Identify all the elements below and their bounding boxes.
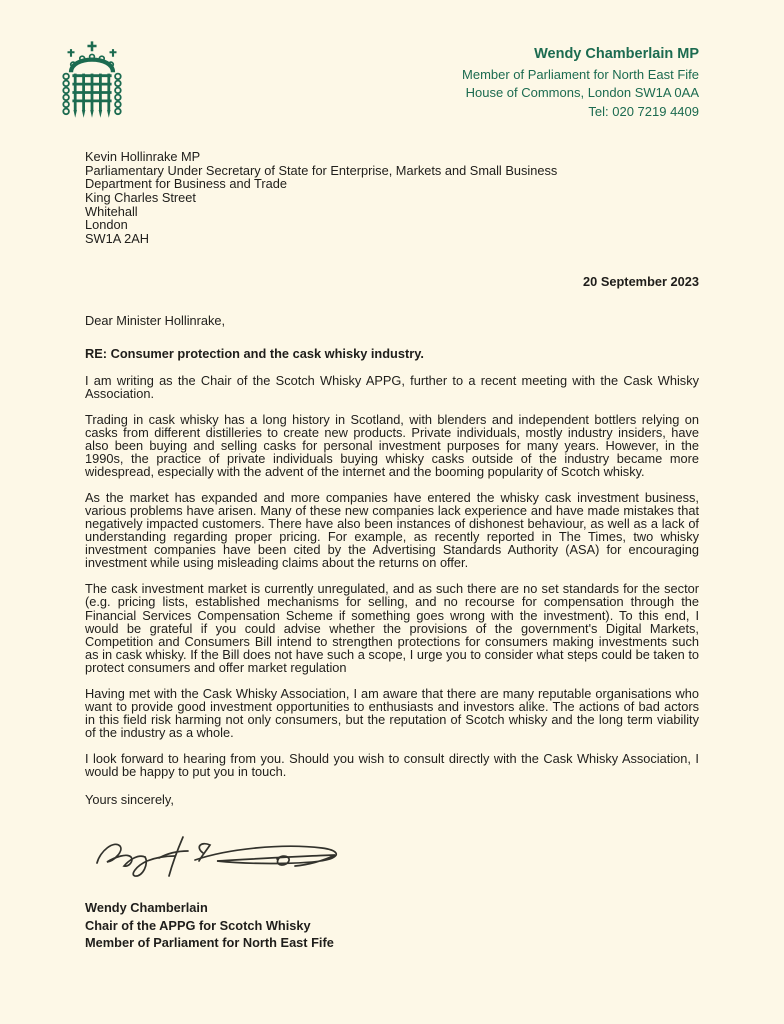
body-paragraph: I am writing as the Chair of the Scotch Whisky APPG, further to a recent meeting with the Cask Whisky Association.	[85, 372, 699, 401]
signoff-role: Chair of the APPG for Scotch Whisky	[85, 917, 311, 933]
sender-name: Wendy Chamberlain MP	[534, 46, 699, 62]
subject-line: RE: Consumer protection and the cask whisky industry.	[85, 345, 424, 361]
body-paragraph: I look forward to hearing from you. Should you wish to consult directly with the Cask Whisky Association, I would be happy to put you in touch.	[85, 750, 699, 779]
signoff-block	[85, 899, 699, 952]
recipient-line: King Charles Street	[85, 190, 196, 206]
sender-address: House of Commons, London SW1A 0AA	[465, 85, 699, 101]
recipient-line: SW1A 2AH	[85, 231, 150, 247]
recipient-line: Parliamentary Under Secretary of State for Enterprise, Markets and Small Business	[85, 162, 558, 178]
recipient-line: Whitehall	[85, 203, 138, 219]
letterhead	[85, 40, 699, 124]
body-paragraph: As the market has expanded and more companies have entered the whisky cask investment business, various problems have arisen. Many of these new companies lack experience and have made mistakes that negatively impacted customers. There have also been instances of dishonest behaviour, as well as a lack of understanding regarding proper pricing. For example, as recently reported in The Times, two whisky investment companies have been cited by the Advertising Standards Authority (ASA) for encouraging investment while using misleading claims about the returns on offer.	[85, 490, 699, 571]
signoff-name: Wendy Chamberlain	[85, 900, 208, 916]
recipient-line: London	[85, 217, 128, 233]
body-paragraph: Having met with the Cask Whisky Association, I am aware that there are many reputable organisations who want to provide good investment opportunities to enthusiasts and investors alike. The actions of bad actors in this field risk harming not only consumers, but the reputation of Scotch whisky and the long term viability of the industry as a whole.	[85, 685, 699, 740]
recipient-line: Kevin Hollinrake MP	[85, 149, 201, 164]
body-paragraph: The cask investment market is currently unregulated, and as such there are no set standards for the sector (e.g. pricing lists, established mechanisms for selling, and no recourse for compensation through the Financial Services Compensation Scheme if something goes wrong with the investment). To this end, I would be grateful if you could advise whether the provisions of the government's Digital Markets, Competition and Consumers Bill intend to strengthen protections for consumers making investments such as in cask whisky. If the Bill does not have such a scope, I urge you to consider what steps could be taken to protect consumers and offer market regulation	[85, 581, 699, 675]
letter-date: 20 September 2023	[583, 273, 699, 289]
recipient-line: Department for Business and Trade	[85, 176, 288, 192]
recipient-address	[85, 150, 699, 246]
signoff-constituency: Member of Parliament for North East Fife	[85, 935, 334, 951]
signature-image	[87, 825, 357, 883]
body-paragraph: Trading in cask whisky has a long history in Scotland, with blenders and independent bottlers relying on casks from different distilleries to create new products. Private individuals, mostly industry insiders, have also been buying and selling casks for personal investment purposes for many years. However, in the 1990s, the practice of private individuals buying whisky casks outside of the industry became more widespread, especially with the advent of the internet and the booming popularity of Scotch whisky.	[85, 411, 699, 480]
salutation: Dear Minister Hollinrake,	[85, 312, 226, 328]
portcullis-logo-icon	[57, 40, 127, 124]
sender-details	[462, 40, 699, 121]
sender-phone: Tel: 020 7219 4409	[588, 103, 699, 119]
closing-line: Yours sincerely,	[85, 792, 174, 808]
sender-role: Member of Parliament for North East Fife	[462, 67, 699, 83]
